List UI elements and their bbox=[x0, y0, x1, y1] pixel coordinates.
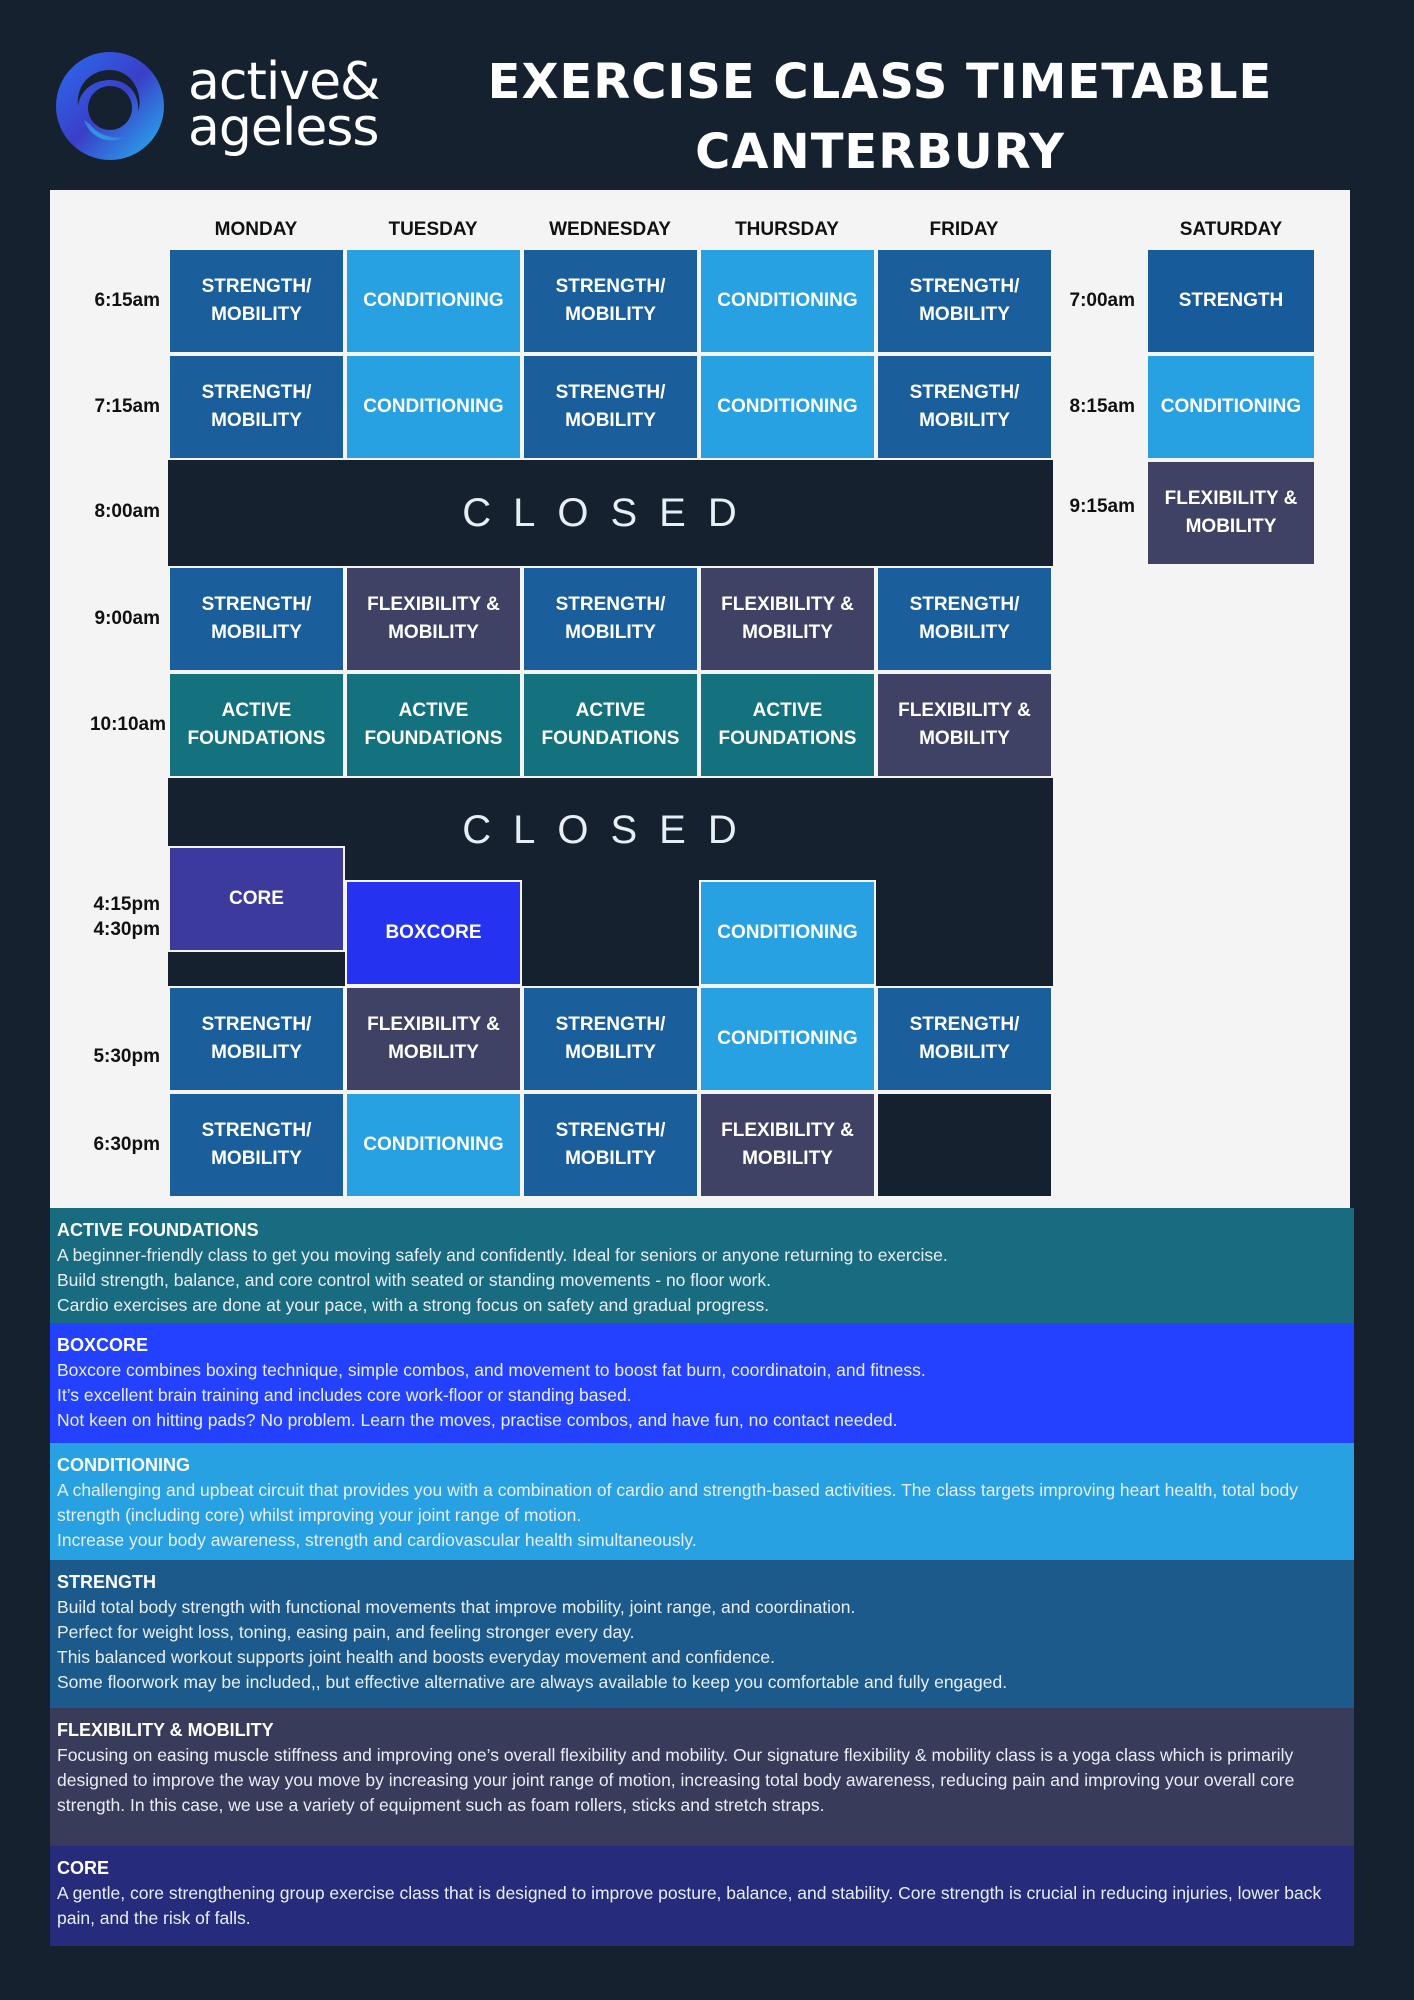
active-ageless-logo-icon bbox=[54, 50, 166, 162]
time-label-900am: 9:00am bbox=[94, 608, 160, 629]
class-cell-wed-715: STRENGTH/ MOBILITY bbox=[522, 354, 699, 460]
class-cell-tue-530: FLEXIBILITY & MOBILITY bbox=[345, 986, 522, 1092]
page-title: EXERCISE CLASS TIMETABLE bbox=[487, 54, 1273, 110]
description-body: Boxcore combines boxing technique, simple combos, and movement to boost fat burn, coordinatoin, and fitness. It’s excellent brain training and includes core work-floor or standing based. Not keen on hitting pads? No problem. Learn the moves, practise combos, and have fun, no contact needed. bbox=[57, 1360, 926, 1430]
class-cell-thu-715: CONDITIONING bbox=[699, 354, 876, 460]
time-label-1010am: 10:10am bbox=[89, 714, 166, 735]
class-cell-mon-900: STRENGTH/ MOBILITY bbox=[168, 566, 345, 672]
class-cell-thu-430: CONDITIONING bbox=[699, 880, 876, 986]
description-flexibility-mobility bbox=[50, 1708, 1354, 1846]
empty-cell-fri-630 bbox=[876, 1092, 1053, 1198]
class-cell-tue-630: CONDITIONING bbox=[345, 1092, 522, 1198]
saturday-time-815am: 8:15am bbox=[1069, 396, 1135, 417]
brand-name-line2: ageless bbox=[188, 98, 379, 158]
description-title: CONDITIONING bbox=[57, 1455, 190, 1475]
class-cell-sat-700: STRENGTH bbox=[1146, 248, 1316, 354]
description-strength bbox=[50, 1560, 1354, 1708]
class-cell-tue-430: BOXCORE bbox=[345, 880, 522, 986]
class-cell-thu-630: FLEXIBILITY & MOBILITY bbox=[699, 1092, 876, 1198]
day-header-monday: MONDAY bbox=[214, 219, 298, 240]
class-cell-fri-615: STRENGTH/ MOBILITY bbox=[876, 248, 1053, 354]
class-cell-wed-615: STRENGTH/ MOBILITY bbox=[522, 248, 699, 354]
class-cell-mon-615: STRENGTH/ MOBILITY bbox=[168, 248, 345, 354]
class-cell-mon-415: CORE bbox=[168, 846, 345, 952]
closed-banner-morning: CLOSED bbox=[168, 460, 1053, 566]
time-label-415pm: 4:15pm bbox=[93, 894, 160, 915]
class-cell-tue-1010: ACTIVE FOUNDATIONS bbox=[345, 672, 522, 778]
description-active-foundations bbox=[50, 1208, 1354, 1323]
time-label-615am: 6:15am bbox=[94, 290, 160, 311]
description-body: A beginner-friendly class to get you moving safely and confidently. Ideal for seniors or anyone returning to exercise. Build strength, balance, and core control with seated or standing movements - no floor work. Cardio exercises are done at your pace, with a strong focus on safety and gradual progress. bbox=[57, 1245, 948, 1315]
class-cell-sat-815: CONDITIONING bbox=[1146, 354, 1316, 460]
class-cell-thu-1010: ACTIVE FOUNDATIONS bbox=[699, 672, 876, 778]
closed-banner-midday: CLOSED bbox=[462, 807, 759, 852]
class-cell-mon-630: STRENGTH/ MOBILITY bbox=[168, 1092, 345, 1198]
time-label-630pm: 6:30pm bbox=[93, 1134, 160, 1155]
day-header-thursday: THURSDAY bbox=[735, 219, 839, 240]
description-title: BOXCORE bbox=[57, 1335, 149, 1355]
time-label-530pm: 5:30pm bbox=[93, 1046, 160, 1067]
time-label-430pm: 4:30pm bbox=[93, 919, 160, 940]
class-cell-mon-715: STRENGTH/ MOBILITY bbox=[168, 354, 345, 460]
class-cell-fri-900: STRENGTH/ MOBILITY bbox=[876, 566, 1053, 672]
description-core bbox=[50, 1846, 1354, 1946]
description-title: ACTIVE FOUNDATIONS bbox=[57, 1220, 259, 1240]
description-body: A gentle, core strengthening group exercise class that is designed to improve posture, balance, and stability. Core strength is crucial in reducing injuries, lower back pain, and the risk of falls. bbox=[57, 1883, 1322, 1928]
class-cell-mon-1010: ACTIVE FOUNDATIONS bbox=[168, 672, 345, 778]
class-cell-wed-530: STRENGTH/ MOBILITY bbox=[522, 986, 699, 1092]
class-cell-sat-915: FLEXIBILITY & MOBILITY bbox=[1146, 460, 1316, 566]
class-cell-tue-900: FLEXIBILITY & MOBILITY bbox=[345, 566, 522, 672]
day-header-friday: FRIDAY bbox=[929, 219, 999, 240]
description-title: STRENGTH bbox=[57, 1572, 156, 1592]
class-cell-fri-530: STRENGTH/ MOBILITY bbox=[876, 986, 1053, 1092]
day-header-wednesday: WEDNESDAY bbox=[549, 219, 671, 240]
class-cell-thu-530: CONDITIONING bbox=[699, 986, 876, 1092]
saturday-time-915am: 9:15am bbox=[1069, 496, 1135, 517]
time-label-800am: 8:00am bbox=[94, 501, 160, 522]
class-cell-tue-715: CONDITIONING bbox=[345, 354, 522, 460]
class-cell-tue-615: CONDITIONING bbox=[345, 248, 522, 354]
class-cell-wed-1010: ACTIVE FOUNDATIONS bbox=[522, 672, 699, 778]
class-cell-fri-1010: FLEXIBILITY & MOBILITY bbox=[876, 672, 1053, 778]
description-conditioning bbox=[50, 1443, 1354, 1560]
class-cell-wed-630: STRENGTH/ MOBILITY bbox=[522, 1092, 699, 1198]
description-body: Build total body strength with functional movements that improve mobility, joint range, and coordination. Perfect for weight loss, toning, easing pain, and feeling stronger every day. This balanced workout supports joint health and boosts everyday movement and confidence. Some floorwork may be included,, but effective alternative are always available to keep you comfortable and fully engaged. bbox=[57, 1597, 1008, 1692]
description-body: A challenging and upbeat circuit that provides you with a combination of cardio and strength-based activities. The class targets improving heart health, total body strength (including core) whilst improving your joint range of motion. Increase your body awareness, strength and cardiovascular health simultaneously. bbox=[57, 1480, 1298, 1550]
saturday-time-700am: 7:00am bbox=[1069, 290, 1135, 311]
page-subtitle-location: CANTERBURY bbox=[695, 124, 1065, 180]
class-cell-wed-900: STRENGTH/ MOBILITY bbox=[522, 566, 699, 672]
class-cell-fri-715: STRENGTH/ MOBILITY bbox=[876, 354, 1053, 460]
description-title: FLEXIBILITY & MOBILITY bbox=[57, 1720, 274, 1740]
day-header-tuesday: TUESDAY bbox=[388, 219, 478, 240]
class-cell-thu-900: FLEXIBILITY & MOBILITY bbox=[699, 566, 876, 672]
day-header-saturday: SATURDAY bbox=[1179, 219, 1283, 240]
class-cell-mon-530: STRENGTH/ MOBILITY bbox=[168, 986, 345, 1092]
description-title: CORE bbox=[57, 1858, 110, 1878]
brand-name-line1: active& bbox=[188, 52, 380, 112]
class-cell-thu-615: CONDITIONING bbox=[699, 248, 876, 354]
description-boxcore bbox=[50, 1323, 1354, 1443]
time-label-715am: 7:15am bbox=[94, 396, 160, 417]
description-body: Focusing on easing muscle stiffness and improving one’s overall flexibility and mobility. Our signature flexibility & mobility class is a yoga class which is primarily designed to improve the way you move by increasing your joint range of motion, increasing total body awareness, reducing pain and improving your overall core strength. In this case, we use a variety of equipment such as foam rollers, sticks and stretch straps. bbox=[57, 1745, 1295, 1815]
